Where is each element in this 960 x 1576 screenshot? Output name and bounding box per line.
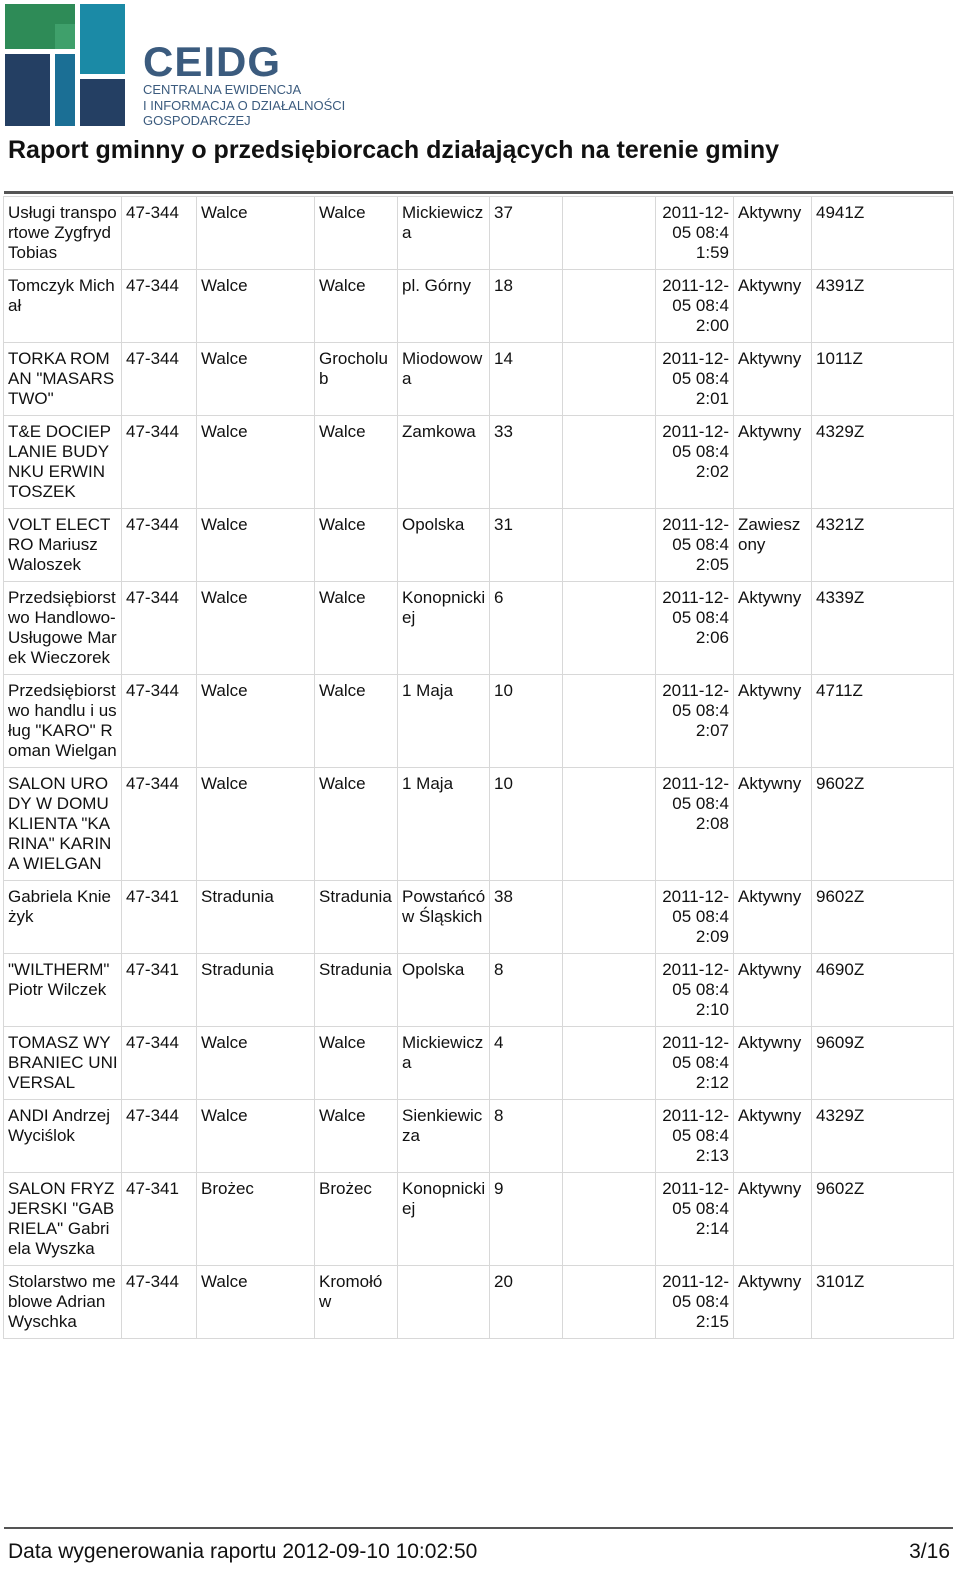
postal-code-cell: 47-344 xyxy=(122,1100,197,1173)
street-cell: Mickiewicza xyxy=(398,1027,490,1100)
building-number-cell: 4 xyxy=(490,1027,563,1100)
table-row xyxy=(4,1100,954,1173)
table-row xyxy=(4,582,954,675)
building-number-cell: 8 xyxy=(490,1100,563,1173)
building-number-cell: 33 xyxy=(490,416,563,509)
business-name-cell: TOMASZ WYBRANIEC UNIVERSAL xyxy=(4,1027,122,1100)
commune-cell: Walce xyxy=(197,509,315,582)
town-cell: Grocholub xyxy=(315,343,398,416)
logo-subtitle-line-2: I INFORMACJA O DZIAŁALNOŚCI xyxy=(143,97,346,113)
unit-number-cell xyxy=(563,270,656,343)
street-cell: Miodowowa xyxy=(398,343,490,416)
pkd-code-cell: 1011Z xyxy=(812,343,954,416)
street-cell: Zamkowa xyxy=(398,416,490,509)
unit-number-cell xyxy=(563,1173,656,1266)
commune-cell: Brożec xyxy=(197,1173,315,1266)
postal-code-cell: 47-341 xyxy=(122,954,197,1027)
business-name-cell: SALON FRYZJERSKI "GABRIELA" Gabriela Wyszka xyxy=(4,1173,122,1266)
registration-date-cell: 2011-12-05 08:42:02 xyxy=(656,416,734,509)
commune-cell: Stradunia xyxy=(197,881,315,954)
status-cell: Aktywny xyxy=(734,197,812,270)
street-cell: Konopnickiej xyxy=(398,582,490,675)
page-number: 3/16 xyxy=(909,1540,950,1563)
registration-date-cell: 2011-12-05 08:41:59 xyxy=(656,197,734,270)
table-row xyxy=(4,1266,954,1339)
table-row xyxy=(4,197,954,270)
registration-date-cell: 2011-12-05 08:42:09 xyxy=(656,881,734,954)
pkd-code-cell: 4711Z xyxy=(812,675,954,768)
registration-date-cell: 2011-12-05 08:42:01 xyxy=(656,343,734,416)
status-cell: Aktywny xyxy=(734,1027,812,1100)
building-number-cell: 18 xyxy=(490,270,563,343)
report-generated-date: Data wygenerowania raportu 2012-09-10 10:02:50 xyxy=(8,1540,478,1563)
entrepreneurs-table xyxy=(3,196,954,1339)
status-cell: Aktywny xyxy=(734,416,812,509)
table-row xyxy=(4,675,954,768)
logo-subtitle xyxy=(143,82,345,129)
street-cell: Opolska xyxy=(398,954,490,1027)
commune-cell: Walce xyxy=(197,582,315,675)
table-row xyxy=(4,416,954,509)
postal-code-cell: 47-344 xyxy=(122,509,197,582)
unit-number-cell xyxy=(563,1027,656,1100)
postal-code-cell: 47-344 xyxy=(122,1027,197,1100)
business-name-cell: T&E DOCIEPLANIE BUDYNKU ERWIN TOSZEK xyxy=(4,416,122,509)
unit-number-cell xyxy=(563,197,656,270)
postal-code-cell: 47-344 xyxy=(122,582,197,675)
status-cell: Aktywny xyxy=(734,1100,812,1173)
table-row xyxy=(4,509,954,582)
postal-code-cell: 47-344 xyxy=(122,416,197,509)
business-name-cell: "WILTHERM" Piotr Wilczek xyxy=(4,954,122,1027)
registration-date-cell: 2011-12-05 08:42:05 xyxy=(656,509,734,582)
commune-cell: Walce xyxy=(197,197,315,270)
postal-code-cell: 47-341 xyxy=(122,881,197,954)
commune-cell: Walce xyxy=(197,270,315,343)
registration-date-cell: 2011-12-05 08:42:12 xyxy=(656,1027,734,1100)
table-row xyxy=(4,954,954,1027)
street-cell: Mickiewicza xyxy=(398,197,490,270)
building-number-cell: 14 xyxy=(490,343,563,416)
status-cell: Aktywny xyxy=(734,881,812,954)
header-divider xyxy=(4,191,953,194)
status-cell: Zawieszony xyxy=(734,509,812,582)
building-number-cell: 37 xyxy=(490,197,563,270)
commune-cell: Walce xyxy=(197,343,315,416)
registration-date-cell: 2011-12-05 08:42:14 xyxy=(656,1173,734,1266)
business-name-cell: Gabriela Knieżyk xyxy=(4,881,122,954)
pkd-code-cell: 4339Z xyxy=(812,582,954,675)
postal-code-cell: 47-344 xyxy=(122,768,197,881)
pkd-code-cell: 4690Z xyxy=(812,954,954,1027)
logo-subtitle-line-1: CENTRALNA EWIDENCJA xyxy=(143,82,302,97)
street-cell: Powstańców Śląskich xyxy=(398,881,490,954)
pkd-code-cell: 9602Z xyxy=(812,1173,954,1266)
town-cell: Stradunia xyxy=(315,954,398,1027)
building-number-cell: 38 xyxy=(490,881,563,954)
building-number-cell: 10 xyxy=(490,675,563,768)
business-name-cell: Tomczyk Michał xyxy=(4,270,122,343)
business-name-cell: Przedsiębiorstwo Handlowo-Usługowe Marek Wieczorek xyxy=(4,582,122,675)
postal-code-cell: 47-344 xyxy=(122,675,197,768)
building-number-cell: 10 xyxy=(490,768,563,881)
pkd-code-cell: 4329Z xyxy=(812,416,954,509)
unit-number-cell xyxy=(563,509,656,582)
building-number-cell: 20 xyxy=(490,1266,563,1339)
table-row xyxy=(4,881,954,954)
unit-number-cell xyxy=(563,881,656,954)
commune-cell: Walce xyxy=(197,1266,315,1339)
table-row xyxy=(4,343,954,416)
postal-code-cell: 47-344 xyxy=(122,343,197,416)
table-row xyxy=(4,270,954,343)
street-cell: Sienkiewicza xyxy=(398,1100,490,1173)
street-cell xyxy=(398,1266,490,1339)
business-name-cell: Przedsiębiorstwo handlu i usług "KARO" Roman Wielgan xyxy=(4,675,122,768)
town-cell: Walce xyxy=(315,416,398,509)
postal-code-cell: 47-344 xyxy=(122,1266,197,1339)
commune-cell: Walce xyxy=(197,1027,315,1100)
commune-cell: Stradunia xyxy=(197,954,315,1027)
pkd-code-cell: 4329Z xyxy=(812,1100,954,1173)
unit-number-cell xyxy=(563,1266,656,1339)
commune-cell: Walce xyxy=(197,1100,315,1173)
unit-number-cell xyxy=(563,582,656,675)
registration-date-cell: 2011-12-05 08:42:08 xyxy=(656,768,734,881)
pkd-code-cell: 3101Z xyxy=(812,1266,954,1339)
logo-subtitle-line-3: GOSPODARCZEJ xyxy=(143,113,251,128)
registration-date-cell: 2011-12-05 08:42:07 xyxy=(656,675,734,768)
street-cell: Opolska xyxy=(398,509,490,582)
town-cell: Brożec xyxy=(315,1173,398,1266)
registration-date-cell: 2011-12-05 08:42:00 xyxy=(656,270,734,343)
town-cell: Stradunia xyxy=(315,881,398,954)
registration-date-cell: 2011-12-05 08:42:13 xyxy=(656,1100,734,1173)
table-row xyxy=(4,768,954,881)
postal-code-cell: 47-344 xyxy=(122,197,197,270)
town-cell: Walce xyxy=(315,768,398,881)
business-name-cell: SALON URODY W DOMU KLIENTA "KARINA" KARINA WIELGAN xyxy=(4,768,122,881)
status-cell: Aktywny xyxy=(734,954,812,1027)
town-cell: Walce xyxy=(315,1100,398,1173)
building-number-cell: 6 xyxy=(490,582,563,675)
street-cell: 1 Maja xyxy=(398,768,490,881)
street-cell: 1 Maja xyxy=(398,675,490,768)
commune-cell: Walce xyxy=(197,416,315,509)
postal-code-cell: 47-341 xyxy=(122,1173,197,1266)
building-number-cell: 8 xyxy=(490,954,563,1027)
ceidg-logo xyxy=(5,4,365,126)
business-name-cell: TORKA ROMAN "MASARSTWO" xyxy=(4,343,122,416)
town-cell: Kromołów xyxy=(315,1266,398,1339)
pkd-code-cell: 9602Z xyxy=(812,881,954,954)
town-cell: Walce xyxy=(315,1027,398,1100)
status-cell: Aktywny xyxy=(734,343,812,416)
unit-number-cell xyxy=(563,768,656,881)
business-name-cell: Usługi transportowe Zygfryd Tobias xyxy=(4,197,122,270)
commune-cell: Walce xyxy=(197,675,315,768)
building-number-cell: 31 xyxy=(490,509,563,582)
unit-number-cell xyxy=(563,343,656,416)
registration-date-cell: 2011-12-05 08:42:15 xyxy=(656,1266,734,1339)
unit-number-cell xyxy=(563,675,656,768)
registration-date-cell: 2011-12-05 08:42:06 xyxy=(656,582,734,675)
report-title: Raport gminny o przedsiębiorcach działających na terenie gminy xyxy=(8,136,780,164)
commune-cell: Walce xyxy=(197,768,315,881)
table-body xyxy=(4,197,954,1339)
postal-code-cell: 47-344 xyxy=(122,270,197,343)
business-name-cell: VOLT ELECTRO Mariusz Waloszek xyxy=(4,509,122,582)
pkd-code-cell: 4941Z xyxy=(812,197,954,270)
unit-number-cell xyxy=(563,416,656,509)
business-name-cell: Stolarstwo meblowe Adrian Wyschka xyxy=(4,1266,122,1339)
registration-date-cell: 2011-12-05 08:42:10 xyxy=(656,954,734,1027)
pkd-code-cell: 4321Z xyxy=(812,509,954,582)
logo-title: CEIDG xyxy=(143,38,282,85)
status-cell: Aktywny xyxy=(734,1173,812,1266)
status-cell: Aktywny xyxy=(734,582,812,675)
pkd-code-cell: 9602Z xyxy=(812,768,954,881)
status-cell: Aktywny xyxy=(734,270,812,343)
building-number-cell: 9 xyxy=(490,1173,563,1266)
town-cell: Walce xyxy=(315,197,398,270)
table-row xyxy=(4,1173,954,1266)
pkd-code-cell: 4391Z xyxy=(812,270,954,343)
unit-number-cell xyxy=(563,1100,656,1173)
status-cell: Aktywny xyxy=(734,768,812,881)
status-cell: Aktywny xyxy=(734,675,812,768)
town-cell: Walce xyxy=(315,270,398,343)
footer-divider xyxy=(4,1527,953,1529)
pkd-code-cell: 9609Z xyxy=(812,1027,954,1100)
status-cell: Aktywny xyxy=(734,1266,812,1339)
business-name-cell: ANDI Andrzej Wyciślok xyxy=(4,1100,122,1173)
table-row xyxy=(4,1027,954,1100)
ceidg-logo-mark-icon xyxy=(5,4,125,126)
unit-number-cell xyxy=(563,954,656,1027)
street-cell: pl. Górny xyxy=(398,270,490,343)
street-cell: Konopnickiej xyxy=(398,1173,490,1266)
town-cell: Walce xyxy=(315,675,398,768)
town-cell: Walce xyxy=(315,582,398,675)
town-cell: Walce xyxy=(315,509,398,582)
